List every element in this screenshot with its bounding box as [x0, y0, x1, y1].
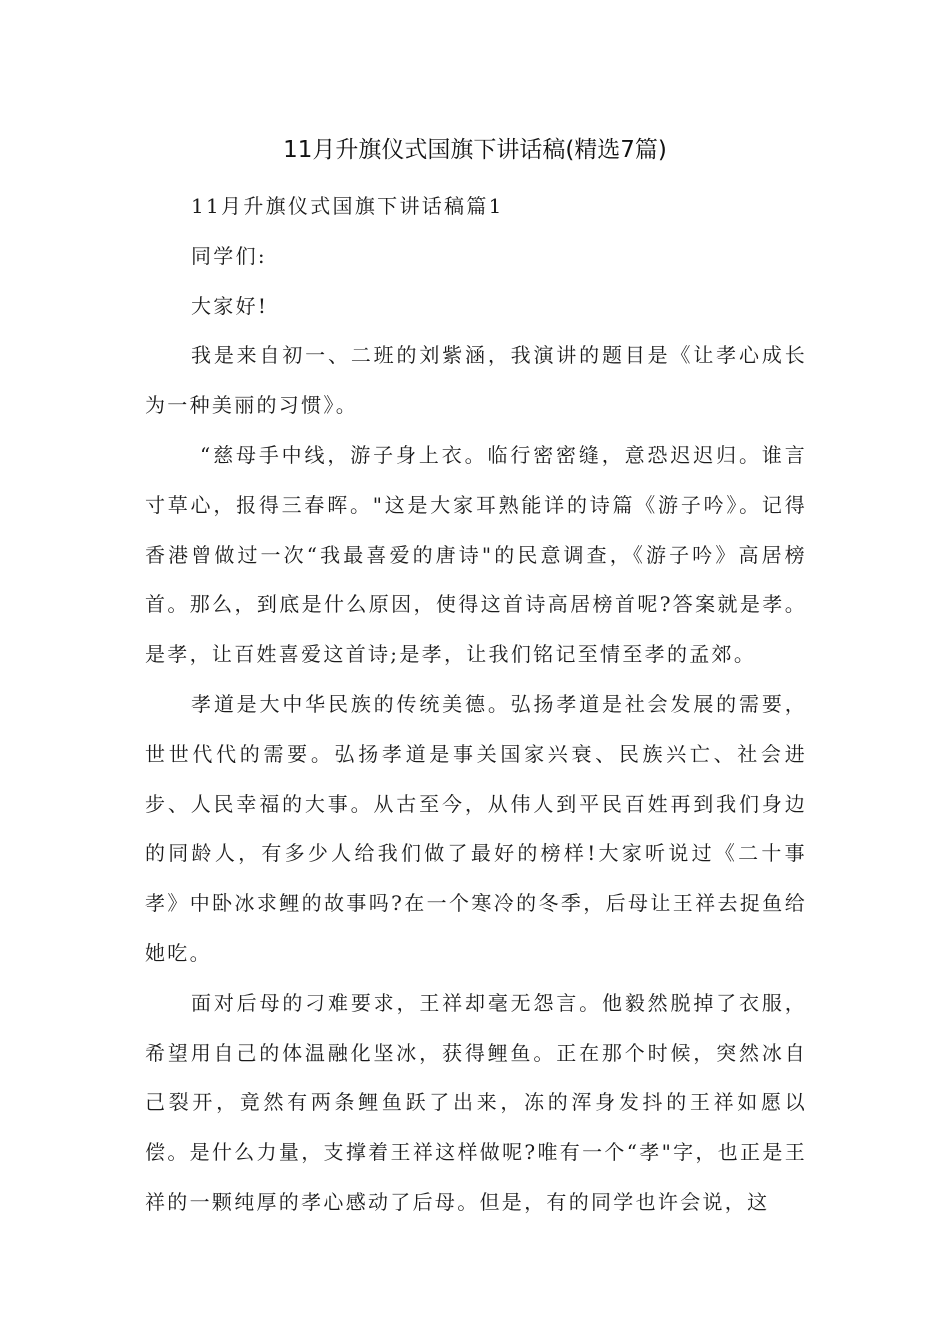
section-heading: 11月升旗仪式国旗下讲话稿篇1 — [191, 194, 504, 218]
body-paragraph: 面对后母的刁难要求，王祥却毫无怨言。他毅然脱掉了衣服，希望用自己的体温融化坚冰，获得鲤鱼。正在那个时候，突然冰自己裂开，竟然有两条鲤鱼跃了出来，冻的浑身发抖的王祥如愿以偿。是什么力量，支撑着王祥这样做呢?唯有一个“孝"字，也正是王祥的一颗纯厚的孝心感动了后母。但是，有的同学也许会说，这 — [145, 990, 807, 1214]
document-body — [145, 182, 807, 1228]
body-paragraph: “慈母手中线，游子身上衣。临行密密缝，意恐迟迟归。谁言寸草心，报得三春晖。"这是大家耳熟能详的诗篇《游子吟》。记得香港曾做过一次“我最喜爱的唐诗"的民意调查，《游子吟》高居榜首。那么，到底是什么原因，使得这首诗高居榜首呢?答案就是孝。是孝，让百姓喜爱这首诗;是孝，让我们铭记至情至孝的孟郊。 — [145, 442, 807, 667]
document-title: 11月升旗仪式国旗下讲话稿(精选7篇) — [283, 137, 667, 163]
body-paragraph: 我是来自初一、二班的刘紫涵，我演讲的题目是《让孝心成长为一种美丽的习惯》。 — [145, 343, 807, 418]
greeting: 大家好! — [191, 293, 269, 318]
salutation: 同学们: — [191, 243, 267, 268]
body-paragraph: 孝道是大中华民族的传统美德。弘扬孝道是社会发展的需要，世世代代的需要。弘扬孝道是事关国家兴衰、民族兴亡、社会进步、人民幸福的大事。从古至今，从伟人到平民百姓再到我们身边的同龄人，有多少人给我们做了最好的榜样!大家听说过《二十事孝》中卧冰求鲤的故事吗?在一个寒冷的冬季，后母让王祥去捉鱼给她吃。 — [145, 691, 807, 965]
